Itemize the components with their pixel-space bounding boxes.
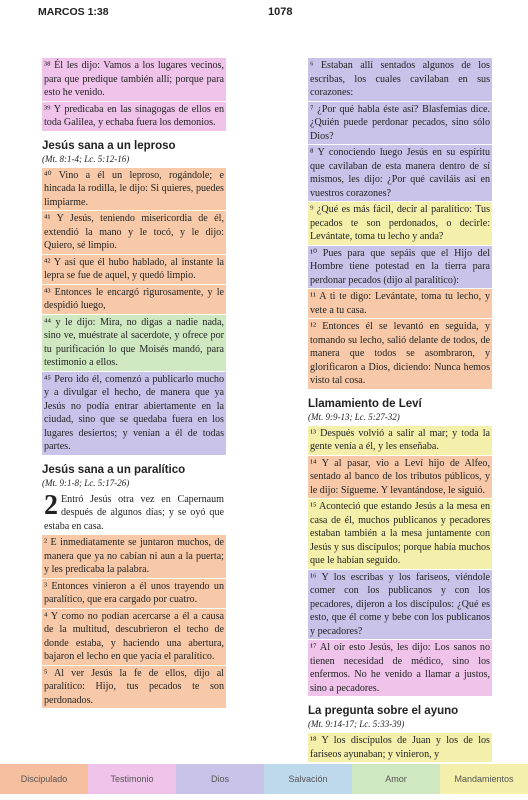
verse-block	[42, 102, 226, 131]
section-parallel-reference	[42, 477, 226, 489]
verse-text: (Mt. 9:9-13; Lc. 5:27-32)	[308, 411, 400, 422]
verse-block	[308, 733, 492, 762]
verse-block	[42, 255, 226, 284]
legend-item	[352, 764, 440, 794]
verse-block	[42, 58, 226, 101]
verse-block	[42, 168, 226, 211]
verse-text: ¹⁸ Y los discípulos de Juan y los de los fariseos ayunaban; y vinieron, y	[310, 735, 490, 760]
verse-text: ¹¹ A ti te digo: Levántate, toma tu lecho, y vete a tu casa.	[310, 291, 490, 316]
verse-block	[308, 145, 492, 201]
legend-label: Discipulado	[20, 774, 68, 784]
verse-text: ³⁹ Y predicaba en las sinagogas de ellos en toda Galilea, y echaba fuera los demonios.	[44, 103, 224, 128]
legend-item	[440, 764, 528, 794]
color-legend	[0, 764, 528, 794]
verse-text: ⁷ ¿Por qué habla éste así? Blasfemias dice. ¿Quién puede perdonar pecados, sino sólo Dios?	[310, 103, 490, 142]
verse-text: ⁵ Al ver Jesús la fe de ellos, dijo al paralítico: Hijo, tus pecados te son perdonados.	[44, 667, 224, 706]
verse-text: ² E inmediatamente se juntaron muchos, de manera que ya no cabían ni aun a la puerta; y les predicaba la palabra.	[44, 537, 224, 575]
legend-item	[176, 764, 264, 794]
section-heading	[42, 139, 226, 153]
verse-block	[308, 289, 492, 318]
verse-block	[42, 372, 226, 455]
legend-label: Mandamientos	[454, 774, 514, 784]
verse-block	[42, 579, 226, 608]
verse-block	[308, 570, 492, 640]
verse-text: Llamamiento de Leví	[308, 397, 422, 410]
verse-block	[42, 609, 226, 665]
verse-text: ³⁸ Él les dijo: Vamos a los lugares vecinos, para que predique también allí; porque para esto he venido.	[44, 60, 224, 98]
verse-text: (Mt. 9:14-17; Lc. 5:33-39)	[308, 719, 405, 729]
verse-block	[308, 202, 492, 245]
legend-label: Testimonio	[110, 774, 154, 784]
verse-text: ⁴¹ Y Jesús, teniendo misericordia de él, extendió la mano y le tocó, y le dijo: Quiero, sé limpio.	[44, 213, 224, 251]
verse-text: ⁸ Y conociendo luego Jesús en su espíritu que cavilaban de esta manera dentro de sí mismos, les dijo: ¿Por qué caviláis así en vuestros corazones?	[310, 147, 490, 199]
verse-block	[42, 285, 226, 314]
section-heading	[308, 397, 492, 411]
verse-text: ⁴⁵ Pero ido él, comenzó a publicarlo mucho y a divulgar el hecho, de manera que ya Jesús no podía entrar abiertamente en la ciudad, sino que se quedaba fuera en los lugares desiertos; y venían a él de todas partes.	[44, 373, 224, 452]
verse-block	[42, 666, 226, 709]
legend-label: Salvación	[288, 774, 328, 784]
verse-block	[308, 456, 492, 499]
verse-text: ¹⁵ Aconteció que estando Jesús a la mesa en casa de él, muchos publicanos y pecadores estaban también a la mesa juntamente con Jesús y sus discípulos; porque había muchos que le habían seguido.	[310, 501, 490, 566]
verse-text: ⁴⁴ y le dijo: Mira, no digas a nadie nada, sino ve, muéstrate al sacerdote, y ofrece por tu purificación lo que Moisés mandó, para testimonio a ellos.	[44, 316, 224, 368]
verse-block	[308, 319, 492, 389]
legend-item	[0, 764, 88, 794]
verse-text: (Mt. 9:1-8; Lc. 5:17-26)	[42, 477, 130, 488]
right-column	[308, 58, 492, 763]
verse-text: ¹⁰ Pues para que sepáis que el Hijo del Hombre tiene potestad en la tierra para perdonar pecados (dijo al paralítico):	[310, 247, 490, 286]
verse-block	[308, 102, 492, 145]
chapter-reference: MARCOS 1:38	[38, 6, 109, 18]
verse-block	[308, 426, 492, 455]
page-number: 1078	[268, 6, 293, 18]
verse-text: La pregunta sobre el ayuno	[308, 705, 459, 717]
verse-text: Jesús sana a un paralítico	[42, 463, 186, 476]
verse-text: ⁴² Y así que él hubo hablado, al instante la lepra se fue de aquel, y quedó limpio.	[44, 256, 224, 281]
left-column	[42, 58, 226, 709]
verse-block	[42, 315, 226, 371]
verse-text: ¹³ Después volvió a salir al mar; y toda la gente venía a él, y les enseñaba.	[310, 427, 490, 452]
verse-text: ¹⁷ Al oír esto Jesús, les dijo: Los sanos no tienen necesidad de médico, sino los enfermos. No he venido a llamar a justos, sino a pecadores.	[310, 642, 490, 694]
verse-block	[42, 489, 226, 535]
legend-item	[88, 764, 176, 794]
legend-label: Amor	[385, 774, 407, 784]
verse-block	[42, 211, 226, 254]
legend-label: Dios	[210, 774, 229, 784]
section-heading	[308, 704, 492, 718]
verse-text: ⁴ Y como no podían acercarse a él a causa de la multitud, descubrieron el techo de donde estaba, y haciendo una abertura, bajaron el lecho en que yacía el paralítico.	[44, 610, 224, 662]
verse-text: (Mt. 8:1-4; Lc. 5:12-16)	[42, 153, 130, 164]
verse-text: ¹² Entonces él se levantó en seguida, y tomando su lecho, salió delante de todos, de manera que todos se asombraron, y glorificaron a Dios, diciendo: Nunca hemos visto tal cosa.	[310, 321, 490, 386]
section-parallel-reference	[308, 718, 492, 730]
page-header	[38, 6, 512, 24]
verse-text: ⁴⁰ Vino a él un leproso, rogándole; e hincada la rodilla, le dijo: Si quieres, puedes limpiarme.	[44, 169, 224, 208]
verse-block	[308, 58, 492, 101]
legend-item	[264, 764, 352, 794]
verse-text: ³ Entonces vinieron a él unos trayendo un paralítico, que era cargado por cuatro.	[44, 580, 224, 605]
verse-text: ¹⁶ Y los escribas y los fariseos, viéndole comer con los publicanos y con los pecadores, dijeron a los discípulos: ¿Qué es esto, que él come y bebe con los publicanos y pecadores?	[310, 571, 490, 637]
section-parallel-reference	[308, 411, 492, 423]
section-heading	[42, 463, 226, 477]
verse-block	[308, 246, 492, 289]
section-parallel-reference	[42, 153, 226, 165]
chapter-number: 2	[44, 489, 58, 521]
verse-block	[308, 499, 492, 569]
verse-block	[42, 535, 226, 578]
verse-text: ⁹ ¿Qué es más fácil, decir al paralítico: Tus pecados te son perdonados, o decirle: Levántate, toma tu lecho y anda?	[310, 204, 490, 242]
verse-block	[308, 640, 492, 696]
verse-text: ⁶ Estaban allí sentados algunos de los escribas, los cuales cavilaban en sus corazones:	[310, 60, 490, 98]
verse-text: Entró Jesús otra vez en Capernaum después de algunos días; y se oyó que estaba en casa.	[44, 493, 224, 532]
verse-text: ⁴³ Entonces le encargó rigurosamente, y le despidió luego,	[44, 286, 224, 311]
verse-text: ¹⁴ Y al pasar, vio a Leví hijo de Alfeo, sentado al banco de los tributos públicos, y le dijo: Sígueme. Y levantándose, le siguió.	[310, 457, 490, 496]
verse-text: Jesús sana a un leproso	[42, 139, 176, 152]
